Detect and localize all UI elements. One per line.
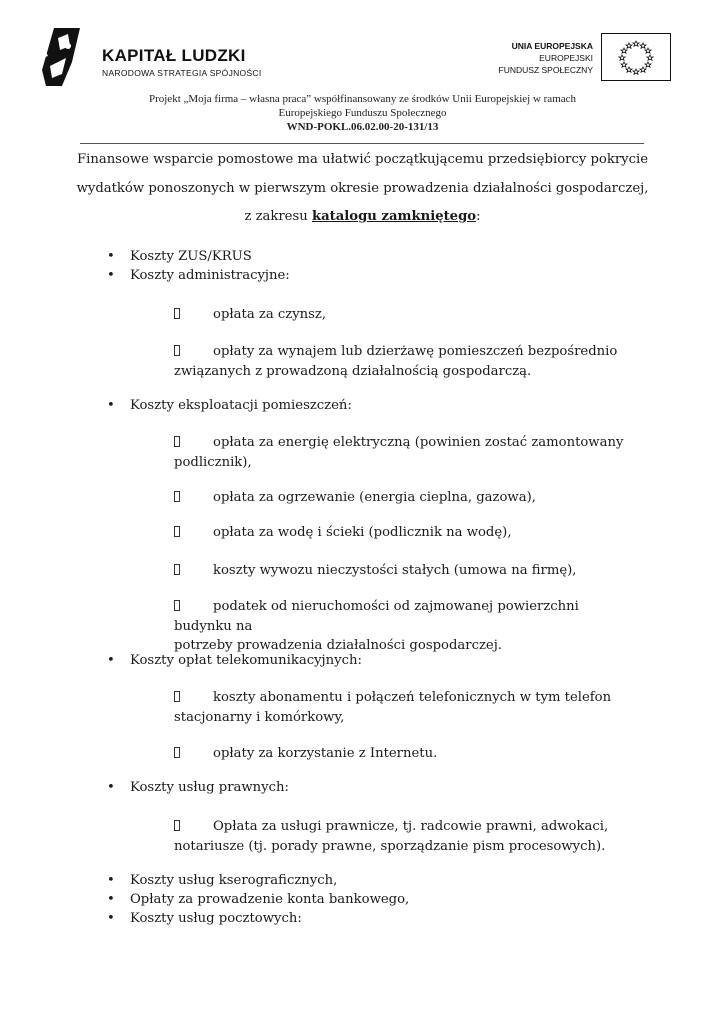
checkbox-glyph-icon xyxy=(174,820,180,831)
eu-flag-icon xyxy=(601,33,671,81)
list-item: koszty abonamentu i połączeń telefonicznych w tym telefon stacjonarny i komórkowy, xyxy=(174,690,612,725)
category-label: Koszty usług kserograficznych, xyxy=(130,873,338,888)
eu-logo-text xyxy=(499,40,593,76)
list-item: podatek od nieruchomości od zajmowanej powierzchni budynku na potrzeby prowadzenia działalności gospodarczej. xyxy=(174,599,579,653)
list-item: Opłata za usługi prawnicze, tj. radcowie prawni, adwokaci, notariusze (tj. porady prawne, sporządzanie pism procesowych). xyxy=(174,819,609,854)
header-divider xyxy=(80,143,644,144)
intro-line3-suffix: : xyxy=(476,209,481,224)
list-item: opłata za energię elektryczną (powinien zostać zamontowany podlicznik), xyxy=(174,435,624,470)
eu-logo-line2: EUROPEJSKI xyxy=(539,53,593,63)
list-item: opłata za ogrzewanie (energia cieplna, gazowa), xyxy=(174,488,634,508)
kapital-ludzki-emblem-icon xyxy=(40,24,98,88)
category-label: Koszty administracyjne: xyxy=(130,268,290,283)
category-label: Koszty opłat telekomunikacyjnych: xyxy=(130,653,362,668)
list-item: opłaty za wynajem lub dzierżawę pomieszczeń bezpośrednio związanych z prowadzoną działalnością gospodarczą. xyxy=(174,344,618,379)
category-label: Koszty usług pocztowych: xyxy=(130,911,302,926)
checkbox-glyph-icon xyxy=(174,526,180,537)
list-item: opłaty za korzystanie z Internetu. xyxy=(174,744,634,764)
list-item: opłata za czynsz, xyxy=(174,305,634,325)
list-item: koszty wywozu nieczystości stałych (umowa na firmę), xyxy=(174,561,634,581)
checkbox-glyph-icon xyxy=(174,436,180,447)
checkbox-glyph-icon xyxy=(174,308,180,319)
category-label: Koszty ZUS/KRUS xyxy=(130,249,252,264)
intro-emphasis: katalogu zamkniętego xyxy=(311,209,477,224)
checkbox-glyph-icon xyxy=(174,691,180,702)
category-label: Opłaty za prowadzenie konta bankowego, xyxy=(130,892,410,907)
eu-logo-line3: FUNDUSZ SPOŁECZNY xyxy=(498,65,593,75)
checkbox-glyph-icon xyxy=(174,600,180,611)
project-info xyxy=(0,92,725,134)
category-label: Koszty usług prawnych: xyxy=(130,780,289,795)
logo-subtitle: NARODOWA STRATEGIA SPÓJNOŚCI xyxy=(102,68,262,78)
kapital-ludzki-logo xyxy=(40,24,260,94)
project-line1: Projekt „Moja firma – własna praca” współfinansowany ze środków Unii Europejskiej w ramach xyxy=(148,93,577,105)
intro-line3-prefix: z zakresu xyxy=(244,209,312,224)
intro-line3 xyxy=(70,203,655,232)
intro-line1: Finansowe wsparcie pomostowe ma ułatwić początkującemu przedsiębiorcy pokrycie xyxy=(76,152,649,167)
logo-title: KAPITAŁ LUDZKI xyxy=(102,46,246,65)
checkbox-glyph-icon xyxy=(174,345,180,356)
project-code: WND-POKL.06.02.00-20-131/13 xyxy=(286,121,439,133)
intro-line2: wydatków ponoszonych w pierwszym okresie prowadzenia działalności gospodarczej, xyxy=(76,180,649,196)
eu-logo-line1: UNIA EUROPEJSKA xyxy=(511,41,593,51)
category-label: Koszty eksploatacji pomieszczeń: xyxy=(130,398,352,413)
project-line2: Europejskiego Funduszu Społecznego xyxy=(278,107,447,119)
checkbox-glyph-icon xyxy=(174,564,180,575)
list-item: opłata za wodę i ścieki (podlicznik na wodę), xyxy=(174,523,634,543)
intro-paragraph xyxy=(70,146,655,232)
checkbox-glyph-icon xyxy=(174,747,180,758)
checkbox-glyph-icon xyxy=(174,491,180,502)
